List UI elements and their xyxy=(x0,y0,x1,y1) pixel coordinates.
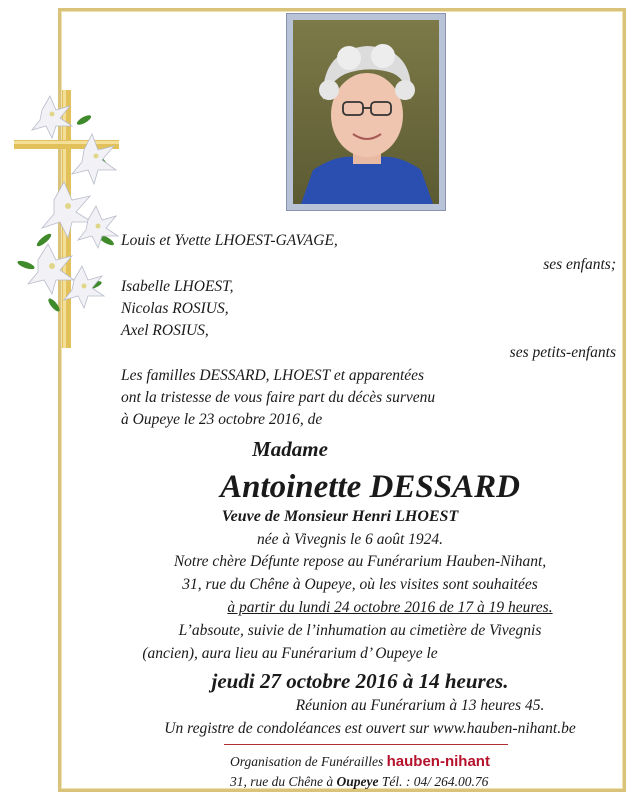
grandchild-1: Isabelle LHOEST, xyxy=(121,278,234,295)
deceased-title: Madame xyxy=(252,437,328,461)
birth-info: née à Vivegnis le 6 août 1924. xyxy=(256,531,444,548)
organisation-line xyxy=(230,753,490,771)
divider xyxy=(224,744,508,745)
deceased-name: Antoinette DESSARD xyxy=(220,469,520,505)
families-line-2: ont la tristesse de vous faire part du décès survenu xyxy=(121,389,436,406)
address-prefix: 31, rue du Chêne à xyxy=(230,774,334,789)
organisation-label: Organisation de Funérailles xyxy=(230,754,384,769)
address-line xyxy=(230,773,488,791)
meeting-time: Réunion au Funérarium à 13 heures 45. xyxy=(295,697,545,714)
arrangements-line-4: (ancien), aura lieu au Funérarium d’ Oupeye le xyxy=(142,645,438,662)
children-label: ses enfants; xyxy=(543,256,616,273)
ceremony-date: jeudi 27 octobre 2016 à 14 heures. xyxy=(211,669,509,693)
portrait-image xyxy=(293,20,439,204)
arrangements-line-1: Notre chère Défunte repose au Funérarium Hauben-Nihant, xyxy=(173,553,547,570)
families-line-3: à Oupeye le 23 octobre 2016, de xyxy=(121,411,323,428)
brand-logo: hauben-nihant xyxy=(386,753,490,770)
condolence-register: Un registre de condoléances est ouvert sur www.hauben-nihant.be xyxy=(164,720,576,737)
grandchildren-label: ses petits-enfants xyxy=(509,344,616,361)
children-names: Louis et Yvette LHOEST-GAVAGE, xyxy=(121,232,338,249)
widow-of: Veuve de Monsieur Henri LHOEST xyxy=(221,508,459,525)
address-town: Oupeye xyxy=(336,774,379,789)
cross-with-flowers-icon xyxy=(14,90,124,350)
arrangements-line-3: L’absoute, suivie de l’inhumation au cimetière de Vivegnis xyxy=(178,622,542,639)
grandchild-3: Axel ROSIUS, xyxy=(121,322,209,339)
families-line-1: Les familles DESSARD, LHOEST et apparentées xyxy=(121,367,425,384)
visiting-hours: à partir du lundi 24 octobre 2016 de 17 à 19 heures. xyxy=(227,599,553,616)
arrangements-line-2: 31, rue du Chêne à Oupeye, où les visites sont souhaitées xyxy=(182,576,538,593)
phone: Tél. : 04/ 264.00.76 xyxy=(381,774,489,789)
portrait-photo xyxy=(287,14,445,210)
grandchild-2: Nicolas ROSIUS, xyxy=(121,300,229,317)
